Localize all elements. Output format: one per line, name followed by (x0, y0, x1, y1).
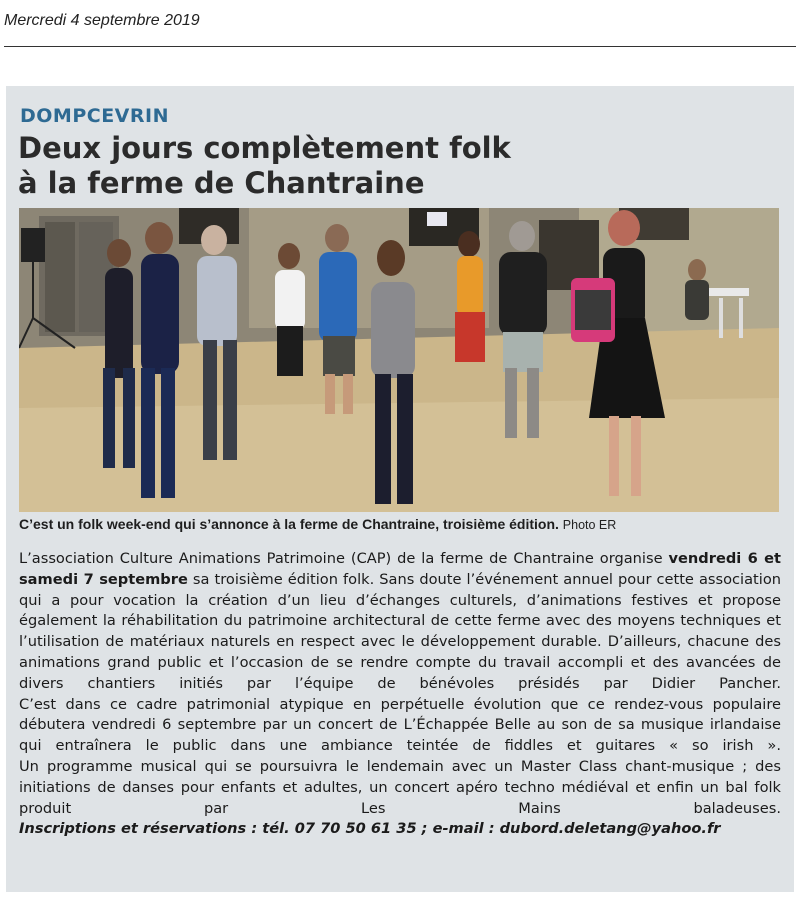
headline-line-2: à la ferme de Chantraine (18, 166, 425, 200)
header-divider (4, 46, 796, 47)
news-article (6, 86, 794, 892)
paragraph-3: Un programme musical qui se poursuivra le lendemain avec un Master Class chant-musique ; des initiations de danses pour enfants et adultes, un concert apéro techno médiéval et enfin un bal folk produit par Les Mains baladeuses. (19, 757, 781, 817)
headline-line-1: Deux jours complètement folk (18, 131, 511, 165)
paragraph-1-intro: L’association Culture Animations Patrimoine (CAP) de la ferme de Chantraine organise (19, 550, 663, 567)
caption-text: C’est un folk week-end qui s’annonce à la ferme de Chantraine, troisième édition. (19, 516, 559, 532)
dancers-photo-illustration (19, 208, 779, 512)
article-body (19, 549, 781, 840)
photo-caption (19, 516, 789, 532)
article-photo (19, 208, 779, 512)
edition-date: Mercredi 4 septembre 2019 (4, 12, 200, 29)
contact-line: Inscriptions et réservations : tél. 07 70 50 61 35 ; e-mail : dubord.deletang@yahoo.fr (19, 820, 721, 838)
paragraph-1-rest: sa troisième édition folk. Sans doute l’événement annuel pour cette association qui a pour vocation la création d’un lieu d’échanges culturels, d’animations festives et propose également la réhabilitation du patrimoine architectural de cette ferme avec des moyens techniques et l’utilisation de matériaux naturels en respect avec le développement durable. D’ailleurs, chacune des animations grand public et l’occasion de se rendre compte du travail accompli et des avancées de divers chantiers initiés par l’équipe de bénévoles présidés par Didier Pancher. (19, 570, 782, 692)
article-kicker: DOMPCEVRIN (20, 105, 169, 127)
event-dates: vendredi 6 et samedi 7 septembre (19, 550, 782, 588)
paragraph-1 (19, 549, 781, 695)
photo-credit: Photo ER (562, 518, 617, 532)
article-headline (18, 131, 638, 201)
paragraph-2: C’est dans ce cadre patrimonial atypique en perpétuelle évolution que ce rendez-vous populaire débutera vendredi 6 septembre par un concert de L’Échappée Belle au son de sa musique irlandaise qui entraînera le public dans une ambiance teintée de fiddles et guitares « so irish ». (19, 695, 781, 755)
